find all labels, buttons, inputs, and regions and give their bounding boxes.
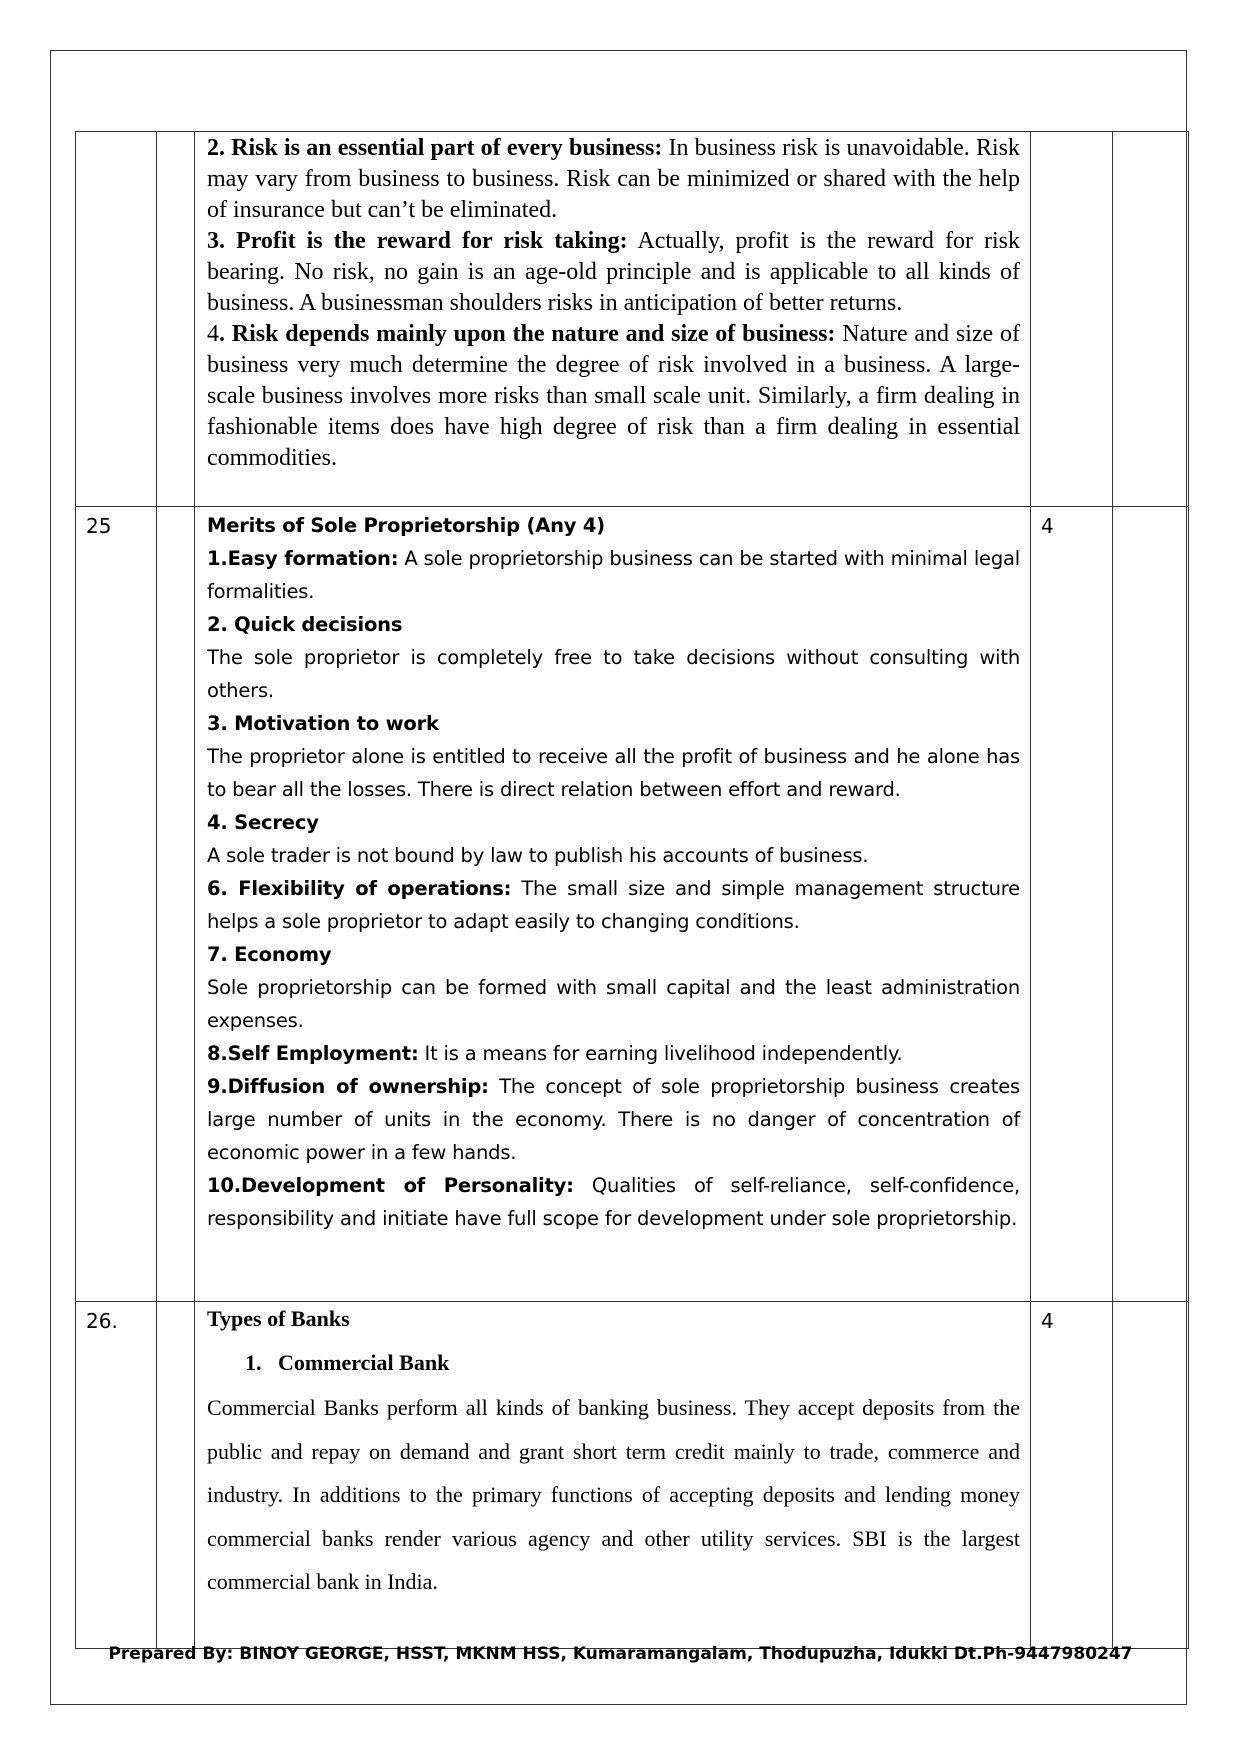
answer-cell [195,507,1031,1302]
answer-text [195,1302,1030,1648]
merit-6: 6. Flexibility of operations: The small size and simple management structure helps a sole proprietor to adapt easily to changing conditions. [207,877,1020,933]
merit-9: 9.Diffusion of ownership: The concept of sole proprietorship business creates large number of units in the economy. There is no danger of concentration of economic power in a few hands. [207,1075,1020,1164]
footer-credit: Prepared By: BINOY GEORGE, HSST, MKNM HSS, Kumaramangalam, Thodupuzha, Idukki Dt.Ph-9447980247 [108,1644,1133,1664]
subheading: 1. Commercial Bank [245,1350,450,1375]
question-number-cell [76,132,157,507]
mark-cell: 4 [1031,507,1113,1302]
extra-cell [1113,507,1189,1302]
mark-cell [1031,132,1113,507]
blank-cell [157,507,195,1302]
risk-point-4: 4. Risk depends mainly upon the nature and size of business: Nature and size of business very much determine the degree of risk involved in a business. A large-scale business involves more risks than small scale unit. Similarly, a firm dealing in fashionable items does have high degree of risk than a firm dealing in essential commodities. [207,321,1020,471]
mark-cell: 4 [1031,1302,1113,1649]
blank-cell [157,1302,195,1649]
question-number-cell: 26. [76,1302,157,1649]
merit-4-heading: 4. Secrecy [207,811,319,834]
blank-cell [157,132,195,507]
answer-text [195,132,1030,506]
risk-point-3: 3. Profit is the reward for risk taking: Actually, profit is the reward for risk bearing. No risk, no gain is an age-old principle and is applicable to all kinds of business. A businessman shoulders risks in anticipation of better returns. [207,228,1020,316]
merit-2-text: The sole proprietor is completely free to take decisions without consulting with others. [207,646,1020,702]
merit-1: 1.Easy formation: A sole proprietorship business can be started with minimal legal formalities. [207,547,1020,603]
table-row [76,132,1189,507]
answer-cell [195,132,1031,507]
answer-key-table [75,131,1189,1649]
question-number-cell: 25 [76,507,157,1302]
merit-3-text: The proprietor alone is entitled to receive all the profit of business and he alone has to bear all the losses. There is direct relation between effort and reward. [207,745,1020,801]
merit-7-text: Sole proprietorship can be formed with small capital and the least administration expenses. [207,976,1020,1032]
table-row [76,1302,1189,1649]
answer-text [195,507,1030,1301]
paragraph: Commercial Banks perform all kinds of banking business. They accept deposits from the public and repay on demand and grant short term credit mainly to trade, commerce and industry. In additions to the primary functions of accepting deposits and lending money commercial banks render various agency and other utility services. SBI is the largest commercial bank in India. [207,1395,1020,1594]
merit-2-heading: 2. Quick decisions [207,613,403,636]
risk-point-2: 2. Risk is an essential part of every business: In business risk is unavoidable. Risk may vary from business to business. Risk can be minimized or shared with the help of insurance but can’t be eliminated. [207,135,1020,223]
merit-8: 8.Self Employment: It is a means for earning livelihood independently. [207,1042,903,1065]
extra-cell [1113,1302,1189,1649]
extra-cell [1113,132,1189,507]
merit-7-heading: 7. Economy [207,943,332,966]
merit-10: 10.Development of Personality: Qualities of self-reliance, self-confidence, responsibility and initiate have full scope for development under sole proprietorship. [207,1174,1021,1230]
answer-cell [195,1302,1031,1649]
merit-4-text: A sole trader is not bound by law to publish his accounts of business. [207,844,869,867]
merit-3-heading: 3. Motivation to work [207,712,439,735]
answer-title: Merits of Sole Proprietorship (Any 4) [207,514,605,537]
answer-title: Types of Banks [207,1306,350,1331]
table-row [76,507,1189,1302]
